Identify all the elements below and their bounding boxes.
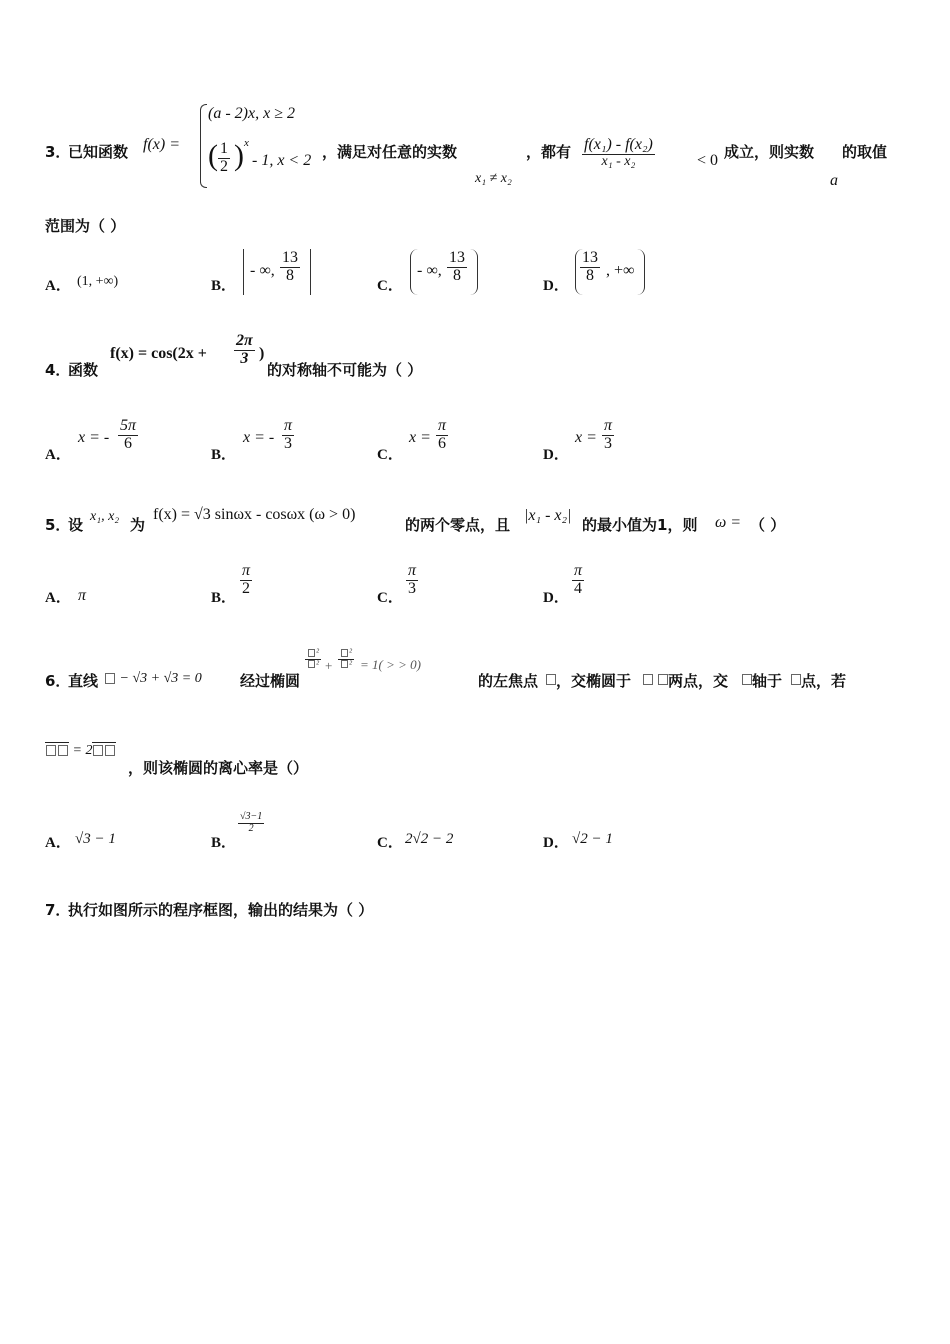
q4-option-c-pre: x =: [409, 429, 431, 446]
q5-abs: |x₁ - x₂|: [524, 507, 572, 524]
q3-exp: x: [244, 137, 249, 149]
q3-option-c-frac: $\frac{13}{8}$: [449, 249, 465, 284]
q6-line2-tail: ，则该椭圆的离心率是（）: [128, 759, 309, 777]
q6-blank-axis: [742, 674, 752, 685]
q4-intro: 函数: [68, 361, 99, 379]
q3-half: $\frac{1}{2}$: [220, 140, 228, 175]
q3-option-d-label: D．: [543, 278, 569, 294]
q6-blank-a: [643, 674, 653, 685]
q3-option-c-pre: - ∞,: [417, 262, 442, 279]
q5-option-b-label: B．: [211, 590, 237, 606]
q6-ellipse-frac1: $\frac{\text{²}}{\text{²}}$: [305, 648, 321, 670]
q6-option-b-label: B．: [211, 835, 237, 851]
q3-ineq: $\frac{\text{f(x₁) - f(x₂)}}{\text{x₁ - x₂}}$: [584, 136, 653, 169]
q3-cond: x₁ ≠ x₂: [475, 171, 512, 186]
q3-option-a-label: A．: [45, 278, 71, 294]
q5-option-a-label: A．: [45, 590, 71, 606]
q4-tail: 的对称轴不可能为（ ）: [267, 361, 423, 379]
q5-tail: 的最小值为1，则: [582, 516, 698, 534]
q6-option-a-text: √3 − 1: [75, 831, 116, 847]
q6-mid3: ，交椭圆于: [556, 672, 632, 690]
q5-option-a-text: π: [78, 587, 87, 604]
q6-mid: 经过椭圆: [240, 672, 301, 690]
q6-blank-b: [658, 674, 668, 685]
q7-number: 7．: [45, 901, 71, 919]
q6-option-d-label: D．: [543, 835, 569, 851]
q6-option-b-frac: $\frac{√3-1}{2}$: [240, 811, 263, 834]
q3-option-d-frac: $\frac{13}{8}$: [582, 249, 598, 284]
q6-intro: 直线: [68, 672, 99, 690]
q3-mid: ，满足对任意的实数: [322, 143, 458, 161]
q6-line-eq: − √3 + √3 = 0: [104, 671, 202, 687]
q6-ellipse-frac2: $\frac{\text{²}}{\text{²}}$: [338, 648, 354, 670]
q4-option-d-label: D．: [543, 447, 569, 463]
q5-option-d-frac: $\frac{\pi}{4}$: [574, 562, 583, 597]
q4-pi-frac: $\frac{2\pi}{3}$: [236, 332, 253, 367]
q6-plus: +: [325, 658, 333, 673]
q5-option-d-label: D．: [543, 590, 569, 606]
q6-mid5: 轴于: [752, 672, 783, 690]
q4-option-a-pre: x = -: [78, 429, 110, 446]
q6-option-c-text: 2√2 − 2: [405, 831, 454, 847]
q5-option-c-frac: $\frac{\pi}{3}$: [408, 562, 417, 597]
q6-option-a-label: A．: [45, 835, 71, 851]
q3-option-b-frac: $\frac{13}{8}$: [282, 249, 298, 284]
q4-option-b-pre: x = -: [243, 429, 275, 446]
q3-intro: 已知函数: [68, 143, 129, 161]
q3-ineq-rhs: < 0: [697, 152, 719, 169]
q3-tail: 成立，则实数: [724, 143, 815, 161]
q3-option-a-text: (1, +∞): [77, 274, 119, 289]
q7-text: 执行如图所示的程序框图，输出的结果为（ ）: [68, 901, 374, 919]
q3-f-lhs: f(x) =: [143, 136, 180, 153]
q3-number: 3．: [45, 143, 71, 161]
q4-option-b-label: B．: [211, 447, 237, 463]
q3-option-b-label: B．: [211, 278, 237, 294]
q6-mid2: 的左焦点: [478, 672, 539, 690]
q6-blank-focus: [546, 674, 556, 685]
q5-intro: 设: [68, 516, 84, 534]
q5-option-b-frac: $\frac{\pi}{2}$: [242, 562, 251, 597]
q4-option-d-frac: $\frac{\pi}{3}$: [604, 417, 613, 452]
q4-formula-post: ): [259, 345, 265, 362]
q5-number: 5．: [45, 516, 71, 534]
q3-option-d-post: , +∞: [606, 262, 635, 279]
q3-line2: 范围为（ ）: [45, 217, 126, 235]
q6-ellipse-eq: = 1( > > 0): [360, 657, 421, 672]
q5-mid: 的两个零点，且: [405, 516, 511, 534]
q6-blank-point: [791, 674, 801, 685]
q6-vector-eq: = 2: [45, 742, 116, 759]
q4-number: 4．: [45, 361, 71, 379]
q4-option-d-pre: x =: [575, 429, 597, 446]
q3-option-c-label: C．: [377, 278, 403, 294]
q3-case1: (a - 2)x, x ≥ 2: [208, 105, 295, 122]
left-paren: (: [208, 139, 218, 172]
q6-number: 6．: [45, 672, 71, 690]
q4-option-c-frac: $\frac{\pi}{6}$: [438, 417, 447, 452]
q5-wei: 为: [130, 516, 146, 534]
q4-option-a-frac: $\frac{5\pi}{6}$: [120, 417, 137, 452]
q6-mid6: 点，若: [801, 672, 847, 690]
q3-tail2: 的取值: [842, 143, 888, 161]
q5-option-c-label: C．: [377, 590, 403, 606]
q4-option-a-label: A．: [45, 447, 71, 463]
q4-option-c-label: C．: [377, 447, 403, 463]
q3-case2-tail: - 1, x < 2: [252, 152, 312, 169]
right-paren: ): [234, 139, 244, 172]
q5-paren: （ ）: [750, 516, 786, 534]
q5-omega: ω =: [715, 514, 742, 531]
q5-vars: x₁, x₂: [90, 509, 120, 524]
q3-mid2: ，都有: [526, 143, 572, 161]
q3-option-b-pre: - ∞,: [250, 262, 275, 279]
q6-option-d-text: √2 − 1: [572, 831, 613, 847]
q4-option-b-frac: $\frac{\pi}{3}$: [284, 417, 293, 452]
q5-formula: f(x) = √3 sinωx - cosωx (ω > 0): [153, 506, 356, 523]
piecewise-brace: [200, 104, 207, 188]
q6-mid4: 两点，交: [668, 672, 729, 690]
q3-var-a: a: [830, 172, 838, 189]
q4-formula-pre: f(x) = cos(2x +: [110, 345, 207, 362]
q6-option-c-label: C．: [377, 835, 403, 851]
